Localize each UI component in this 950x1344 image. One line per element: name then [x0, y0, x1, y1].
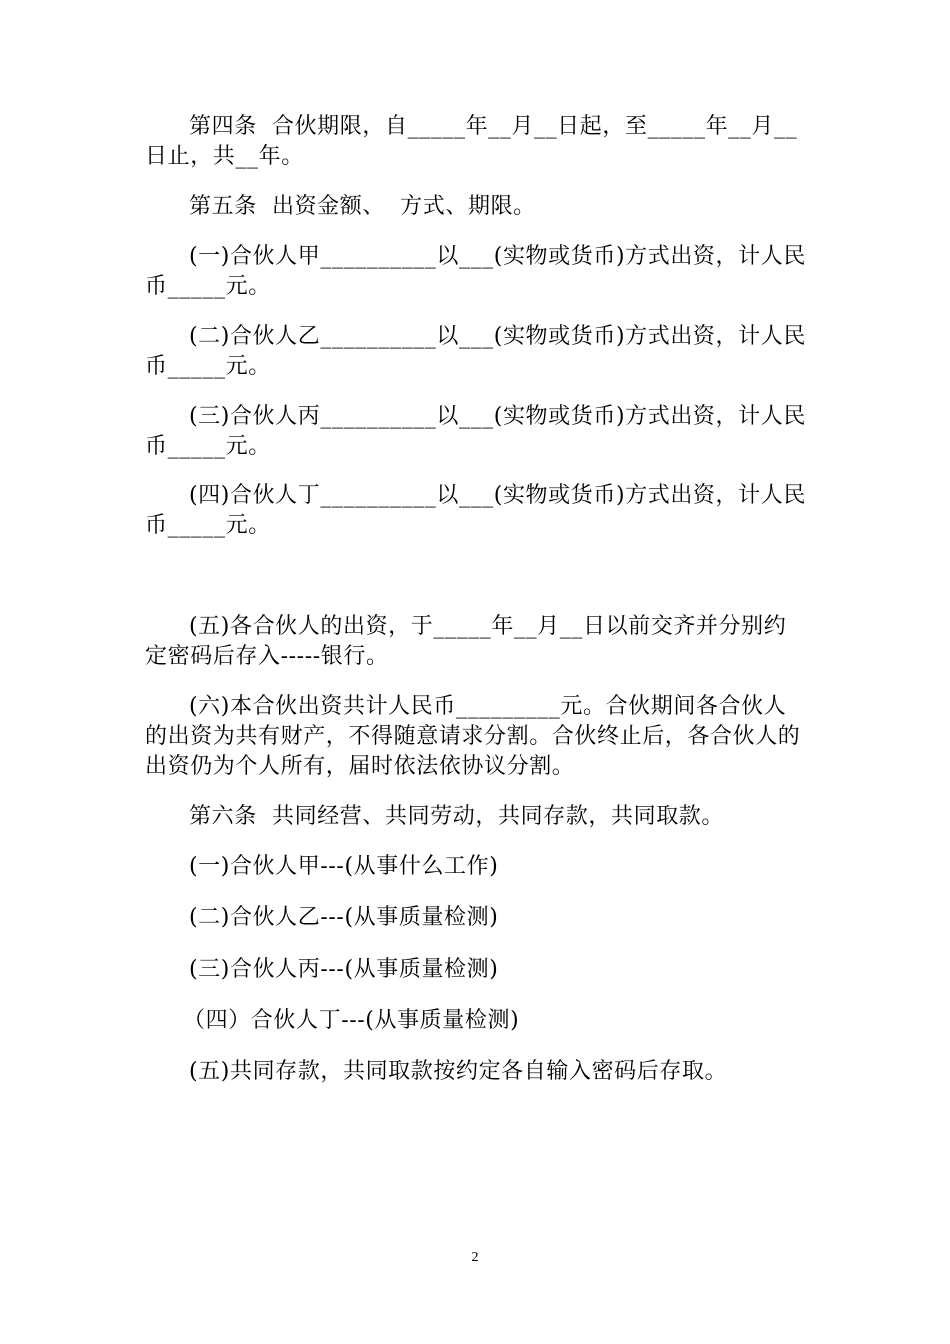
duty-partner-b: (二)合伙人乙---(从事质量检测) [189, 905, 499, 930]
contribution-partner-d: (四)合伙人丁__________以___(实物或货币)方式出资，计人民币_____元。 [145, 483, 806, 538]
article-6-heading: 第六条 共同经营、共同劳动，共同存款，共同取款。 [189, 804, 724, 829]
joint-deposit-rule: (五)共同存款，共同取款按约定各自输入密码后存取。 [189, 1059, 728, 1084]
article-4-term: 第四条 合伙期限，自_____年__月__日起，至_____年__月__日止，共__年。 [145, 114, 798, 169]
page-number: 2 [471, 1250, 479, 1265]
contribution-deadline: (五)各合伙人的出资，于_____年__月__日以前交齐并分别约定密码后存入-----银行。 [145, 614, 787, 669]
duty-partner-d: （四）合伙人丁---(从事质量检测) [183, 1008, 520, 1033]
duty-partner-c: (三)合伙人丙---(从事质量检测) [189, 957, 499, 982]
total-contribution: (六)本合伙出资共计人民币_________元。合伙期间各合伙人的出资为共有财产，不得随意请求分割。合伙终止后，各合伙人的出资仍为个人所有，届时依法依协议分割。 [145, 694, 801, 779]
duty-partner-a: (一)合伙人甲---(从事什么工作) [189, 854, 499, 879]
contribution-partner-a: (一)合伙人甲__________以___(实物或货币)方式出资，计人民币_____元。 [145, 244, 806, 299]
article-5-heading: 第五条 出资金额、 方式、期限。 [189, 194, 536, 219]
contribution-partner-c: (三)合伙人丙__________以___(实物或货币)方式出资，计人民币_____元。 [145, 404, 806, 459]
contribution-partner-b: (二)合伙人乙__________以___(实物或货币)方式出资，计人民币_____元。 [145, 324, 806, 379]
